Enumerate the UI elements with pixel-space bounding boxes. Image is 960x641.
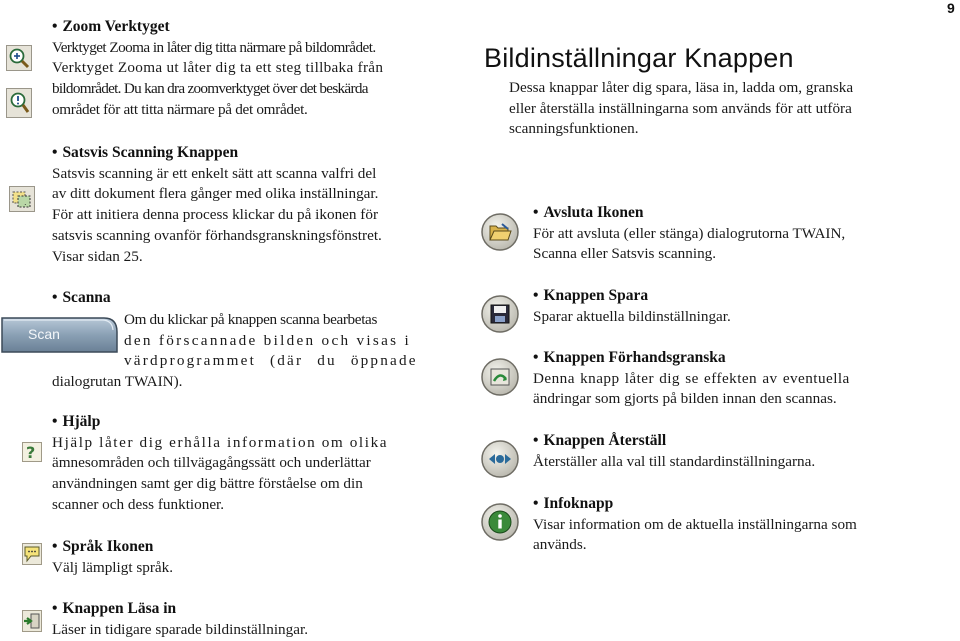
help-line-3: användningen samt ger dig bättre förståelse om din (52, 475, 363, 493)
batch-section: • Satsvis Scanning Knappen Satsvis scanning är ett enkelt sätt att scanna valfri del av ditt dokument flera gånger med olika inställningar. För att initiera denna process klickar du på ikonen för satsvis scanning ovanför förhandsgranskningsfönstret. Visar sidan 25. (52, 143, 424, 267)
batch-line-3: För att initiera denna process klickar du på ikonen för (52, 206, 379, 224)
batch-heading: Satsvis Scanning Knappen (62, 144, 239, 161)
scan-button-label: Scan (28, 326, 60, 342)
batch-line-5: Visar sidan 25. (52, 247, 143, 265)
info-line-1: Visar information om de aktuella inställningarna som (533, 515, 857, 533)
help-line-4: scanner och dess funktioner. (52, 495, 225, 513)
reset-line-1: Återställer alla val till standardinställningarna. (533, 452, 816, 470)
language-section: • Språk Ikonen Välj lämpligt språk. (52, 537, 422, 578)
save-section: • Knappen Spara Sparar aktuella bildinställningar. (533, 286, 913, 327)
zoom-line-4: området för att titta närmare på det området. (52, 100, 308, 118)
help-heading: Hjälp (62, 413, 101, 430)
batch-line-1: Satsvis scanning är ett enkelt sätt att scanna valfri del (52, 164, 377, 182)
zoom-out-icon[interactable] (6, 88, 32, 118)
scan-line-3: värdprogrammet (där du öppnade (124, 352, 418, 370)
language-line-1: Välj lämpligt språk. (52, 558, 174, 576)
exit-line-1: För att avsluta (eller stänga) dialogrutorna TWAIN, (533, 224, 846, 242)
help-line-2: ämnesområden och tillvägagångssätt och underlättar (52, 454, 371, 472)
preview-section: • Knappen Förhandsgranska Denna knapp låter dig se effekten av eventuella ändringar som gjorts på bilden innan den scannas. (533, 348, 913, 410)
info-icon[interactable] (480, 502, 520, 542)
info-section: • Infoknapp Visar information om de aktuella inställningarna som används. (533, 494, 913, 556)
preview-icon[interactable] (480, 357, 520, 397)
scan-line-4: dialogrutan TWAIN). (52, 373, 183, 390)
svg-text:.: . (24, 198, 27, 207)
help-section: • Hjälp Hjälp låter dig erhålla information om olika ämnesområden och tillvägagångssätt och underlättar användningen samt ger dig bättre förståelse om din scanner och dess funktioner. (52, 412, 422, 516)
intro-line-1: Dessa knappar låter dig spara, läsa in, ladda om, granska (509, 79, 854, 96)
zoom-in-icon[interactable] (6, 45, 32, 71)
preview-line-1: Denna knapp låter dig se effekten av eventuella (533, 369, 850, 387)
svg-text:?: ? (26, 443, 36, 462)
scan-button[interactable] (0, 312, 120, 356)
info-heading: Infoknapp (543, 495, 614, 512)
load-section: • Knappen Läsa in Läser in tidigare sparade bildinställningar. (52, 599, 422, 640)
reset-icon[interactable] (480, 439, 520, 479)
zoom-line-3: bildområdet. Du kan dra zoomverktyget över det beskärda (52, 80, 368, 98)
scan-line-2: den förscannade bilden och visas i (124, 331, 411, 349)
exit-line-2: Scanna eller Satsvis scanning. (533, 245, 717, 263)
save-line-1: Sparar aktuella bildinställningar. (533, 307, 731, 325)
page-number: 9 (947, 0, 955, 16)
save-heading: Knappen Spara (543, 287, 649, 304)
intro-line-2: eller återställa inställningarna som används för att utföra (509, 99, 852, 117)
page-title: Bildinställningar Knappen (484, 43, 794, 73)
load-heading: Knappen Läsa in (62, 600, 177, 617)
load-icon[interactable] (22, 610, 42, 632)
intro-section (509, 78, 909, 140)
batch-scan-icon[interactable] (9, 186, 35, 212)
reset-section: • Knappen Återställ Återställer alla val till standardinställningarna. (533, 431, 913, 472)
help-line-1: Hjälp låter dig erhålla information om olika (52, 433, 389, 451)
zoom-line-1: Verktyget Zooma in låter dig titta närmare på bildområdet. (52, 38, 376, 56)
intro-line-3: scanningsfunktionen. (509, 120, 639, 138)
help-icon[interactable] (22, 442, 42, 462)
scan-line-1: Om du klickar på knappen scanna bearbetas (124, 311, 378, 328)
exit-section: • Avsluta Ikonen För att avsluta (eller stänga) dialogrutorna TWAIN, Scanna eller Satsvis scanning. (533, 203, 913, 265)
batch-line-4: satsvis scanning ovanför förhandsgranskningsfönstret. (52, 226, 382, 244)
exit-heading: Avsluta Ikonen (543, 204, 644, 221)
reset-heading: Knappen Återställ (543, 432, 667, 449)
scan-heading-row: • Scanna (52, 289, 111, 306)
batch-line-2: av ditt dokument flera gånger med olika inställningar. (52, 185, 379, 203)
preview-heading: Knappen Förhandsgranska (543, 349, 726, 366)
exit-icon[interactable] (480, 212, 520, 252)
scan-heading: Scanna (62, 289, 111, 306)
zoom-heading: Zoom Verktyget (62, 18, 170, 35)
info-line-2: används. (533, 536, 587, 554)
zoom-section: • Zoom Verktyget Verktyget Zooma in låter dig titta närmare på bildområdet. Verktyget Zooma ut låter dig ta ett steg tillbaka från bildområdet. Du kan dra zoomverktyget över det beskärda området för att titta närmare på det området. (52, 17, 422, 121)
language-icon[interactable] (22, 543, 42, 565)
language-heading: Språk Ikonen (62, 538, 154, 555)
save-icon[interactable] (480, 294, 520, 334)
preview-line-2: ändringar som gjorts på bilden innan den scannas. (533, 390, 837, 408)
zoom-line-2: Verktyget Zooma ut låter dig ta ett steg tillbaka från (52, 59, 384, 77)
load-line-1: Läser in tidigare sparade bildinställningar. (52, 620, 308, 638)
scan-section (124, 310, 421, 372)
